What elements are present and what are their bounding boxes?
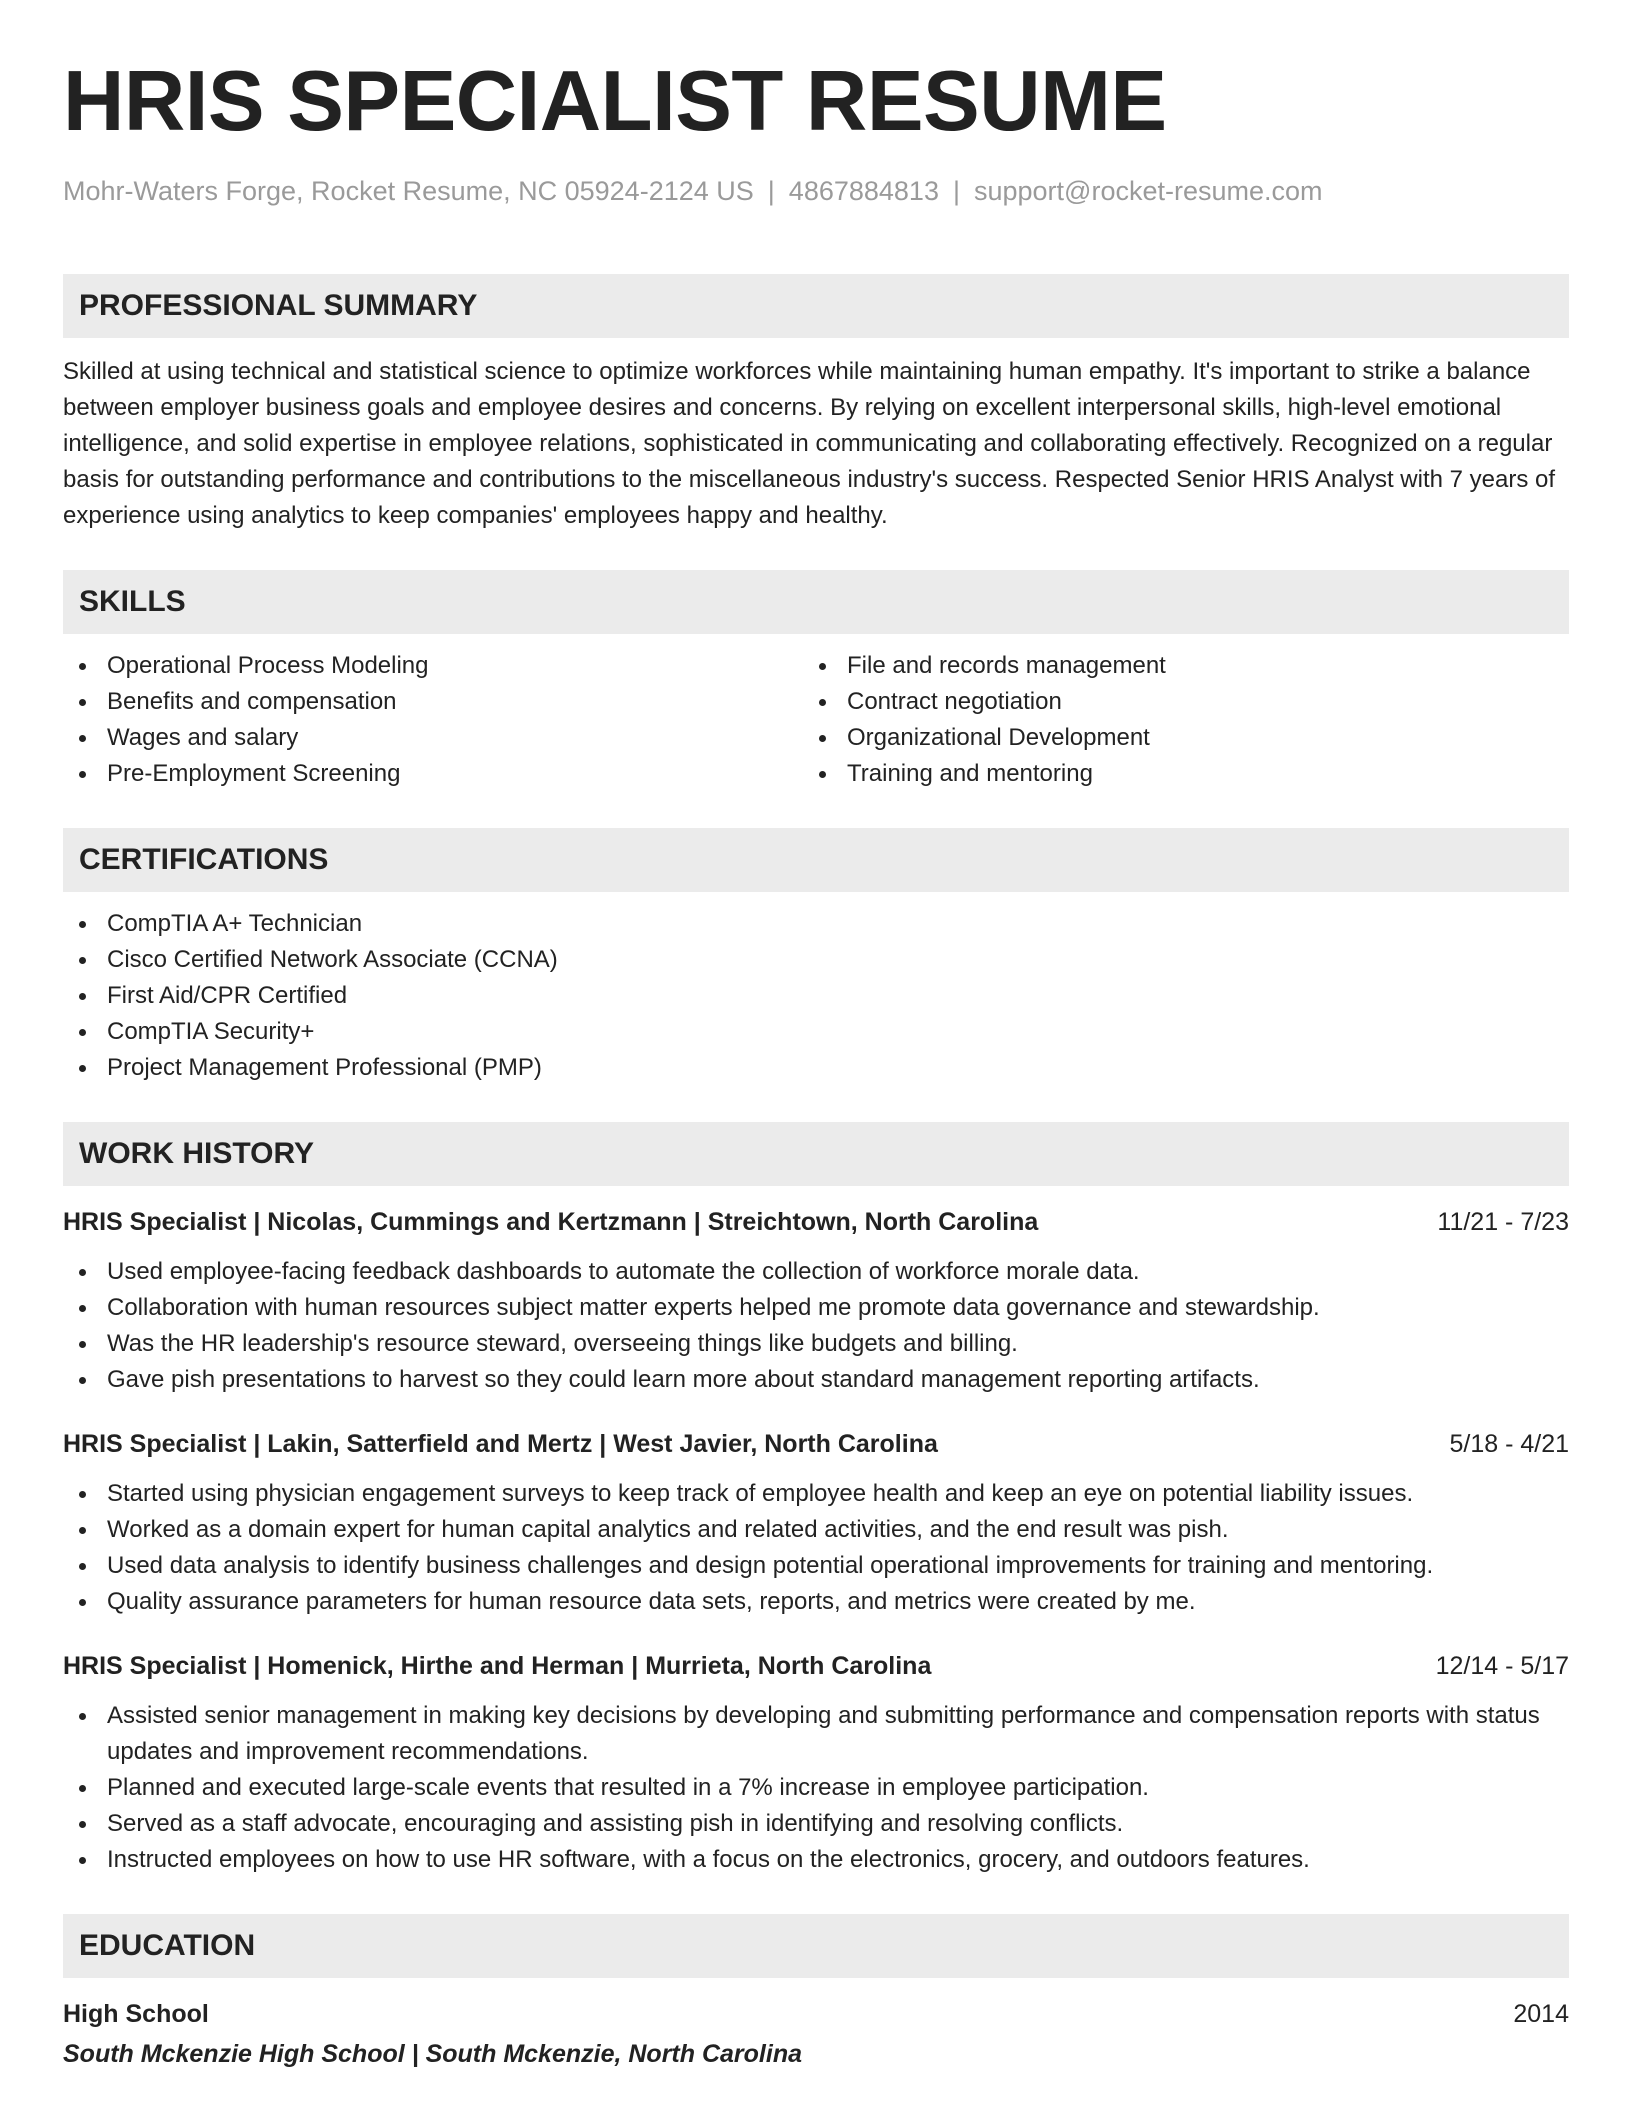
job-bullet: Assisted senior management in making key decisions by developing and submitting performance and compensation reports with status updates and improvement recommendations.	[63, 1698, 1569, 1770]
job-entry	[63, 1648, 1569, 1878]
job-bullet: Served as a staff advocate, encouraging and assisting pish in identifying and resolving conflicts.	[63, 1806, 1569, 1842]
skill-item: Pre-Employment Screening	[63, 756, 803, 792]
skill-item: Contract negotiation	[803, 684, 1543, 720]
certification-item: CompTIA Security+	[63, 1014, 1569, 1050]
section-header-skills: SKILLS	[63, 570, 1569, 634]
job-bullets	[63, 1698, 1569, 1878]
skills-column-left	[63, 648, 803, 792]
certification-item: Project Management Professional (PMP)	[63, 1050, 1569, 1086]
summary-text: Skilled at using technical and statistical science to optimize workforces while maintaining human empathy. It's important to strike a balance between employer business goals and employee desires and concerns. By relying on excellent interpersonal skills, high-level emotional intelligence, and solid expertise in employee relations, sophisticated in communicating and collaborating effectively. Recognized on a regular basis for outstanding performance and contributions to the miscellaneous industry's success. Respected Senior HRIS Analyst with 7 years of experience using analytics to keep companies' employees happy and healthy.	[63, 358, 1556, 529]
job-bullet: Collaboration with human resources subject matter experts helped me promote data governance and stewardship.	[63, 1290, 1569, 1326]
section-header-summary: PROFESSIONAL SUMMARY	[63, 274, 1569, 338]
section-header-education: EDUCATION	[63, 1914, 1569, 1978]
section-header-work-history: WORK HISTORY	[63, 1122, 1569, 1186]
job-entry	[63, 1426, 1569, 1620]
education-degree: High School	[63, 2000, 209, 2028]
section-header-certifications: CERTIFICATIONS	[63, 828, 1569, 892]
job-bullet: Started using physician engagement surveys to keep track of employee health and keep an eye on potential liability issues.	[63, 1476, 1569, 1512]
job-entry	[63, 1204, 1569, 1398]
job-title: HRIS Specialist | Nicolas, Cummings and Kertzmann | Streichtown, North Carolina	[63, 1208, 1039, 1236]
job-header	[63, 1426, 1569, 1462]
skills-column-right	[803, 648, 1543, 792]
skill-item: Organizational Development	[803, 720, 1543, 756]
job-title: HRIS Specialist | Homenick, Hirthe and Herman | Murrieta, North Carolina	[63, 1652, 932, 1680]
job-bullet: Instructed employees on how to use HR software, with a focus on the electronics, grocery, and outdoors features.	[63, 1842, 1569, 1878]
job-header	[63, 1648, 1569, 1684]
skills-list	[63, 648, 1569, 792]
contact-line	[63, 174, 1569, 208]
job-bullets	[63, 1254, 1569, 1398]
job-dates: 12/14 - 5/17	[1435, 1652, 1569, 1680]
skill-item: Wages and salary	[63, 720, 803, 756]
job-bullets	[63, 1476, 1569, 1620]
education-school: South Mckenzie High School | South Mckenzie, North Carolina	[63, 2040, 803, 2068]
job-title: HRIS Specialist | Lakin, Satterfield and Mertz | West Javier, North Carolina	[63, 1430, 938, 1458]
job-bullet: Worked as a domain expert for human capital analytics and related activities, and the end result was pish.	[63, 1512, 1569, 1548]
job-dates: 11/21 - 7/23	[1437, 1208, 1569, 1236]
certifications-list	[63, 906, 1569, 1086]
education-year: 2014	[1513, 2000, 1569, 2028]
job-bullet: Was the HR leadership's resource steward, overseeing things like budgets and billing.	[63, 1326, 1569, 1362]
skill-item: Benefits and compensation	[63, 684, 803, 720]
job-dates: 5/18 - 4/21	[1449, 1430, 1569, 1458]
contact-address: Mohr-Waters Forge, Rocket Resume, NC 05924-2124 US	[63, 176, 754, 206]
skill-item: File and records management	[803, 648, 1543, 684]
certification-item: CompTIA A+ Technician	[63, 906, 1569, 942]
resume-title: HRIS SPECIALIST RESUME	[63, 54, 1167, 149]
skill-item: Operational Process Modeling	[63, 648, 803, 684]
job-bullet: Gave pish presentations to harvest so they could learn more about standard management reporting artifacts.	[63, 1362, 1569, 1398]
contact-separator: |	[952, 176, 960, 206]
job-bullet: Used data analysis to identify business challenges and design potential operational improvements for training and mentoring.	[63, 1548, 1569, 1584]
contact-email[interactable]: support@rocket-resume.com	[973, 176, 1323, 206]
job-bullet: Quality assurance parameters for human resource data sets, reports, and metrics were created by me.	[63, 1584, 1569, 1620]
job-header	[63, 1204, 1569, 1240]
certification-item: First Aid/CPR Certified	[63, 978, 1569, 1014]
education-header	[63, 1996, 1569, 2032]
job-bullet: Planned and executed large-scale events that resulted in a 7% increase in employee participation.	[63, 1770, 1569, 1806]
contact-separator: |	[767, 176, 775, 206]
certification-item: Cisco Certified Network Associate (CCNA)	[63, 942, 1569, 978]
job-bullet: Used employee-facing feedback dashboards to automate the collection of workforce morale data.	[63, 1254, 1569, 1290]
contact-phone: 4867884813	[788, 176, 939, 206]
skill-item: Training and mentoring	[803, 756, 1543, 792]
